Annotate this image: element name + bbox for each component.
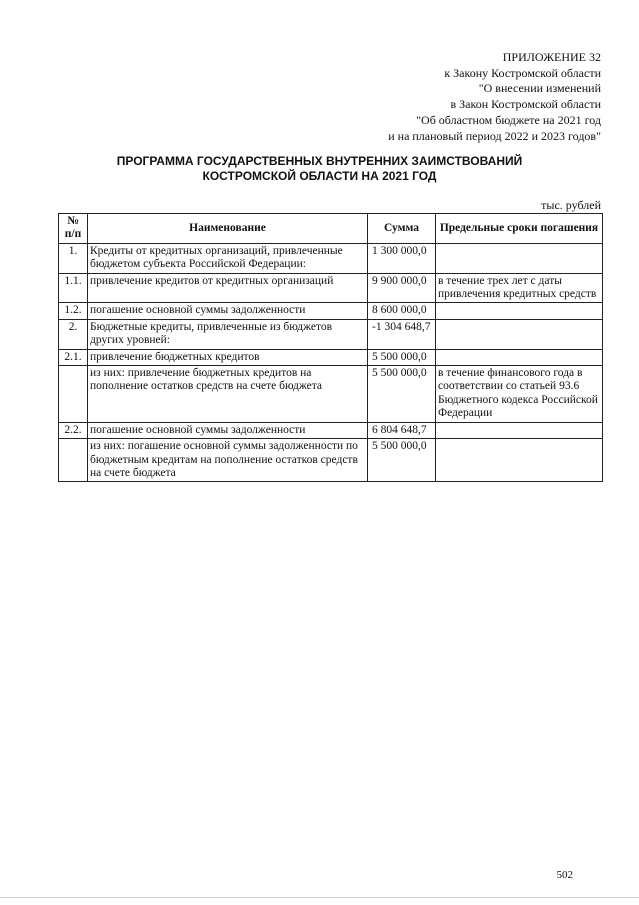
table-row bbox=[59, 349, 603, 365]
row-terms bbox=[436, 422, 603, 438]
row-sum: -1 304 648,7 bbox=[368, 319, 436, 349]
table-row bbox=[59, 439, 603, 482]
row-num: 1.1. bbox=[59, 273, 88, 303]
appendix-note bbox=[281, 50, 601, 144]
row-terms bbox=[436, 439, 603, 482]
row-name: погашение основной суммы задолженности bbox=[88, 422, 368, 438]
row-sum: 8 600 000,0 bbox=[368, 303, 436, 319]
row-sum: 6 804 648,7 bbox=[368, 422, 436, 438]
row-sum: 1 300 000,0 bbox=[368, 243, 436, 273]
row-num: 2.2. bbox=[59, 422, 88, 438]
table-row bbox=[59, 273, 603, 303]
row-name: Кредиты от кредитных организаций, привлеченные бюджетом субъекта Российской Федерации: bbox=[88, 243, 368, 273]
appendix-line: "Об областном бюджете на 2021 год bbox=[416, 112, 601, 127]
row-num: 2. bbox=[59, 319, 88, 349]
table-row bbox=[59, 366, 603, 423]
row-name: из них: погашение основной суммы задолженности по бюджетным кредитам на пополнение остатков средств на счете бюджета bbox=[88, 439, 368, 482]
row-sum: 5 500 000,0 bbox=[368, 349, 436, 365]
appendix-line: ПРИЛОЖЕНИЕ 32 bbox=[502, 50, 601, 64]
document-title bbox=[0, 154, 639, 184]
title-line-1: ПРОГРАММА ГОСУДАРСТВЕННЫХ ВНУТРЕННИХ ЗАИМСТВОВАНИЙ bbox=[116, 154, 523, 168]
row-terms bbox=[436, 243, 603, 273]
row-terms: в течение финансового года в соответствии со статьей 93.6 Бюджетного кодекса Российской Федерации bbox=[436, 366, 603, 423]
row-num: 1. bbox=[59, 243, 88, 273]
units-label: тыс. рублей bbox=[541, 198, 601, 212]
row-num bbox=[59, 366, 88, 423]
row-terms bbox=[436, 303, 603, 319]
appendix-line: в Закон Костромской области bbox=[450, 97, 601, 112]
title-line-2: КОСТРОМСКОЙ ОБЛАСТИ НА 2021 ГОД bbox=[202, 169, 437, 183]
header-name: Наименование bbox=[88, 214, 368, 244]
appendix-line: "О внесении изменений bbox=[478, 81, 601, 96]
appendix-line: и на плановый период 2022 и 2023 годов" bbox=[388, 128, 601, 143]
row-name: погашение основной суммы задолженности bbox=[88, 303, 368, 319]
table-row bbox=[59, 319, 603, 349]
row-name: Бюджетные кредиты, привлеченные из бюджетов других уровней: bbox=[88, 319, 368, 349]
row-name: привлечение кредитов от кредитных организаций bbox=[88, 273, 368, 303]
header-terms: Предельные сроки погашения bbox=[436, 214, 603, 244]
scan-edge-line bbox=[0, 897, 639, 898]
row-sum: 5 500 000,0 bbox=[368, 439, 436, 482]
row-name: привлечение бюджетных кредитов bbox=[88, 349, 368, 365]
row-terms bbox=[436, 349, 603, 365]
row-num: 1.2. bbox=[59, 303, 88, 319]
row-num bbox=[59, 439, 88, 482]
table-row bbox=[59, 303, 603, 319]
appendix-line: к Закону Костромской области bbox=[444, 65, 601, 80]
row-terms: в течение трех лет с даты привлечения кредитных средств bbox=[436, 273, 603, 303]
row-name: из них: привлечение бюджетных кредитов на пополнение остатков средств на счете бюджета bbox=[88, 366, 368, 423]
page-number: 502 bbox=[556, 869, 573, 881]
header-sum: Сумма bbox=[368, 214, 436, 244]
table-header-row bbox=[59, 214, 603, 244]
row-sum: 5 500 000,0 bbox=[368, 366, 436, 423]
row-sum: 9 900 000,0 bbox=[368, 273, 436, 303]
row-terms bbox=[436, 319, 603, 349]
table-row bbox=[59, 243, 603, 273]
header-num: № п/п bbox=[59, 214, 88, 244]
row-num: 2.1. bbox=[59, 349, 88, 365]
table-row bbox=[59, 422, 603, 438]
borrowing-program-table bbox=[58, 213, 603, 482]
